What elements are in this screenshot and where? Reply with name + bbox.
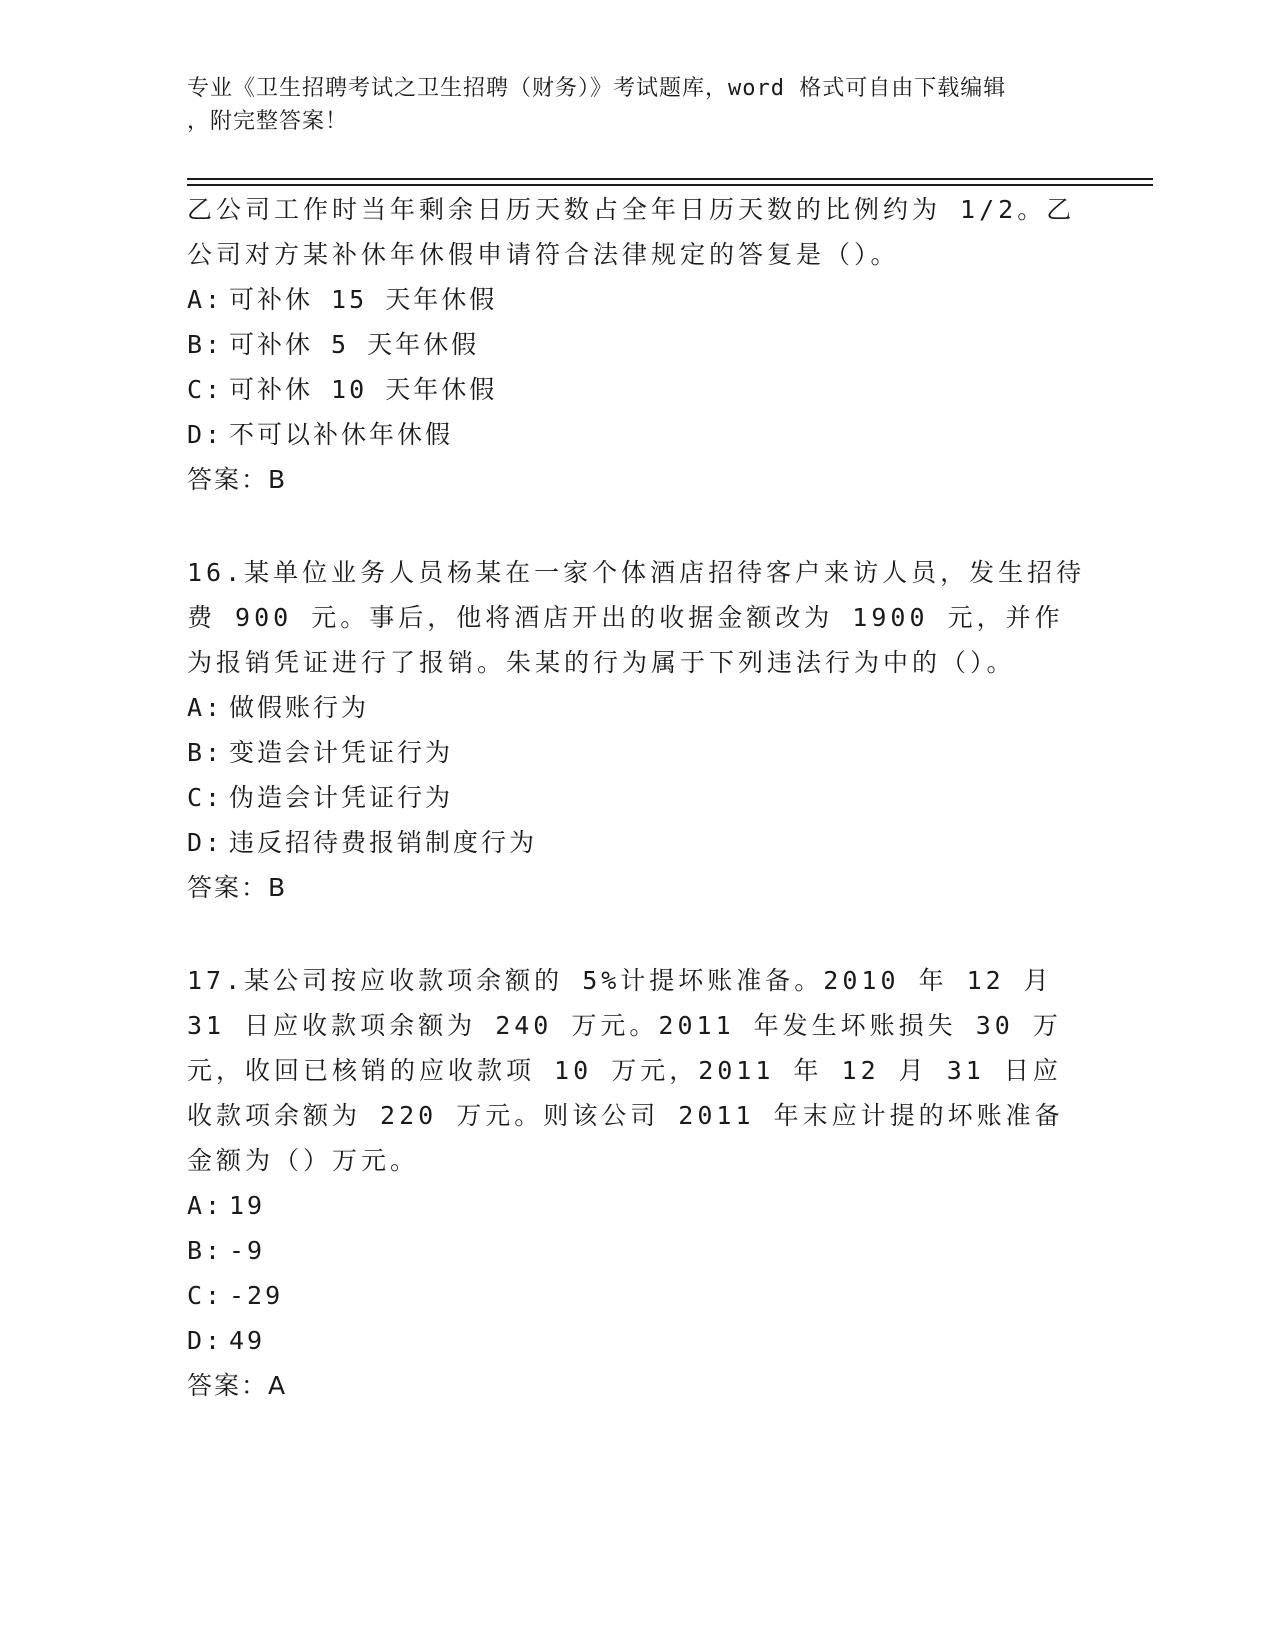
option-d — [187, 1318, 1087, 1363]
document-header — [187, 72, 1077, 138]
option-letter: A: — [187, 1191, 224, 1220]
question-stem: 乙公司工作时当年剩余日历天数占全年日历天数的比例约为 1/2。乙公司对方某补休年休假申请符合法律规定的答复是（）。 — [187, 195, 1076, 269]
question-block — [187, 187, 1087, 502]
option-text: 49 — [229, 1326, 266, 1355]
option-text: 可补休 15 天年休假 — [229, 285, 498, 314]
option-a — [187, 277, 1087, 322]
question-stem: 17.某公司按应收款项余额的 5%计提坏账准备。2010 年 12 月 31 日应收款项余额为 240 万元。2011 年发生坏账损失 30 万元，收回已核销的应收款项 10 万元，2011 年 12 月 31 日应收款项余额为 220 万元。则该公司 2011 年末应计提的坏账准备金额为（）万元。 — [187, 966, 1064, 1175]
option-a — [187, 1183, 1087, 1228]
option-text: -9 — [229, 1236, 266, 1265]
option-letter: D: — [187, 420, 224, 449]
option-b — [187, 730, 1087, 775]
option-letter: C: — [187, 783, 224, 812]
header-divider-bottom — [187, 184, 1153, 186]
header-line-1: 专业《卫生招聘考试之卫生招聘（财务）》考试题库，word 格式可自由下载编辑 — [187, 76, 1007, 101]
question-block — [187, 550, 1087, 910]
option-c — [187, 367, 1087, 412]
option-letter: B: — [187, 1236, 224, 1265]
option-b — [187, 1228, 1087, 1273]
option-letter: C: — [187, 375, 224, 404]
option-text: 可补休 5 天年休假 — [229, 330, 480, 359]
option-d — [187, 412, 1087, 457]
option-text: 不可以补休年休假 — [229, 420, 454, 449]
option-letter: A: — [187, 285, 224, 314]
option-c — [187, 775, 1087, 820]
option-text: 做假账行为 — [229, 693, 370, 722]
option-text: 19 — [229, 1191, 266, 1220]
question-block — [187, 958, 1087, 1408]
option-letter: D: — [187, 828, 224, 857]
option-letter: A: — [187, 693, 224, 722]
option-letter: D: — [187, 1326, 224, 1355]
option-text: 违反招待费报销制度行为 — [229, 828, 538, 857]
answer-line: 答案：B — [187, 873, 288, 902]
option-text: 变造会计凭证行为 — [229, 738, 454, 767]
option-letter: C: — [187, 1281, 224, 1310]
option-text: -29 — [229, 1281, 284, 1310]
option-b — [187, 322, 1087, 367]
header-line-2: ，附完整答案！ — [187, 109, 349, 134]
question-stem: 16.某单位业务人员杨某在一家个体酒店招待客户来访人员，发生招待费 900 元。事后，他将酒店开出的收据金额改为 1900 元，并作为报销凭证进行了报销。朱某的行为属于下列违法行为中的（）。 — [187, 558, 1086, 677]
option-text: 可补休 10 天年休假 — [229, 375, 498, 404]
option-letter: B: — [187, 738, 224, 767]
option-text: 伪造会计凭证行为 — [229, 783, 454, 812]
answer-line: 答案：B — [187, 465, 288, 494]
option-letter: B: — [187, 330, 224, 359]
header-divider-top — [187, 178, 1153, 180]
option-d — [187, 820, 1087, 865]
answer-line: 答案：A — [187, 1371, 288, 1400]
option-a — [187, 685, 1087, 730]
option-c — [187, 1273, 1087, 1318]
